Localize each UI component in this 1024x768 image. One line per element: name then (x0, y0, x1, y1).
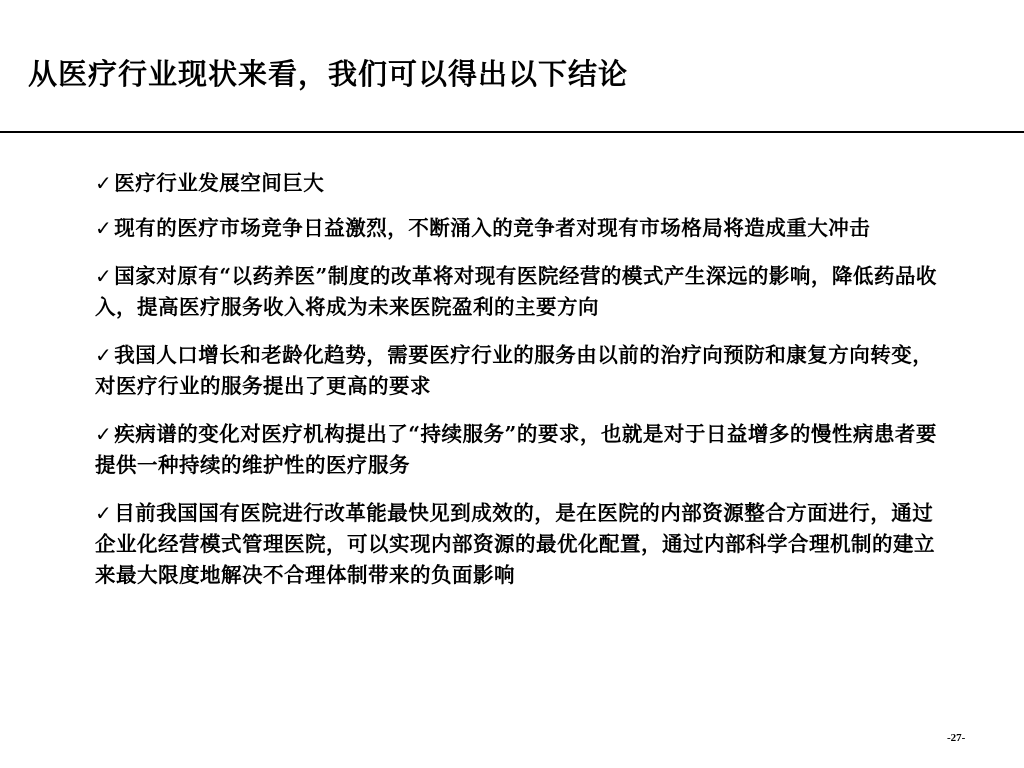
conclusion-item (95, 261, 945, 323)
conclusion-item (95, 168, 945, 199)
conclusion-item (95, 340, 945, 402)
conclusion-text: 医疗行业发展空间巨大 (114, 171, 325, 195)
title-divider (0, 131, 1024, 133)
conclusion-item (95, 419, 945, 481)
page-number: -27- (947, 732, 966, 744)
conclusion-text: 目前我国国有医院进行改革能最快见到成效的，是在医院的内部资源整合方面进行，通过企业化经营模式管理医院，可以实现内部资源的最优化配置，通过内部科学合理机制的建立来最大限度地解决不合理体制带来的负面影响 (95, 501, 935, 587)
check-icon: ✓ (95, 422, 113, 446)
check-icon: ✓ (95, 216, 113, 240)
check-icon: ✓ (95, 171, 113, 195)
slide-title: 从医疗行业现状来看，我们可以得出以下结论 (28, 57, 629, 91)
conclusion-text: 现有的医疗市场竞争日益激烈，不断涌入的竞争者对现有市场格局将造成重大冲击 (114, 216, 871, 240)
conclusion-text: 我国人口增长和老龄化趋势，需要医疗行业的服务由以前的治疗向预防和康复方向转变，对医疗行业的服务提出了更高的要求 (95, 343, 934, 398)
check-icon: ✓ (95, 343, 113, 367)
conclusion-text: 疾病谱的变化对医疗机构提出了“持续服务”的要求，也就是对于日益增多的慢性病患者要提供一种持续的维护性的医疗服务 (95, 422, 937, 477)
conclusion-item (95, 213, 945, 244)
conclusion-item (95, 498, 945, 591)
conclusion-list (95, 168, 945, 608)
check-icon: ✓ (95, 501, 113, 525)
conclusion-text: 国家对原有“以药养医”制度的改革将对现有医院经营的模式产生深远的影响，降低药品收入，提高医疗服务收入将成为未来医院盈利的主要方向 (95, 264, 937, 319)
check-icon: ✓ (95, 264, 113, 288)
